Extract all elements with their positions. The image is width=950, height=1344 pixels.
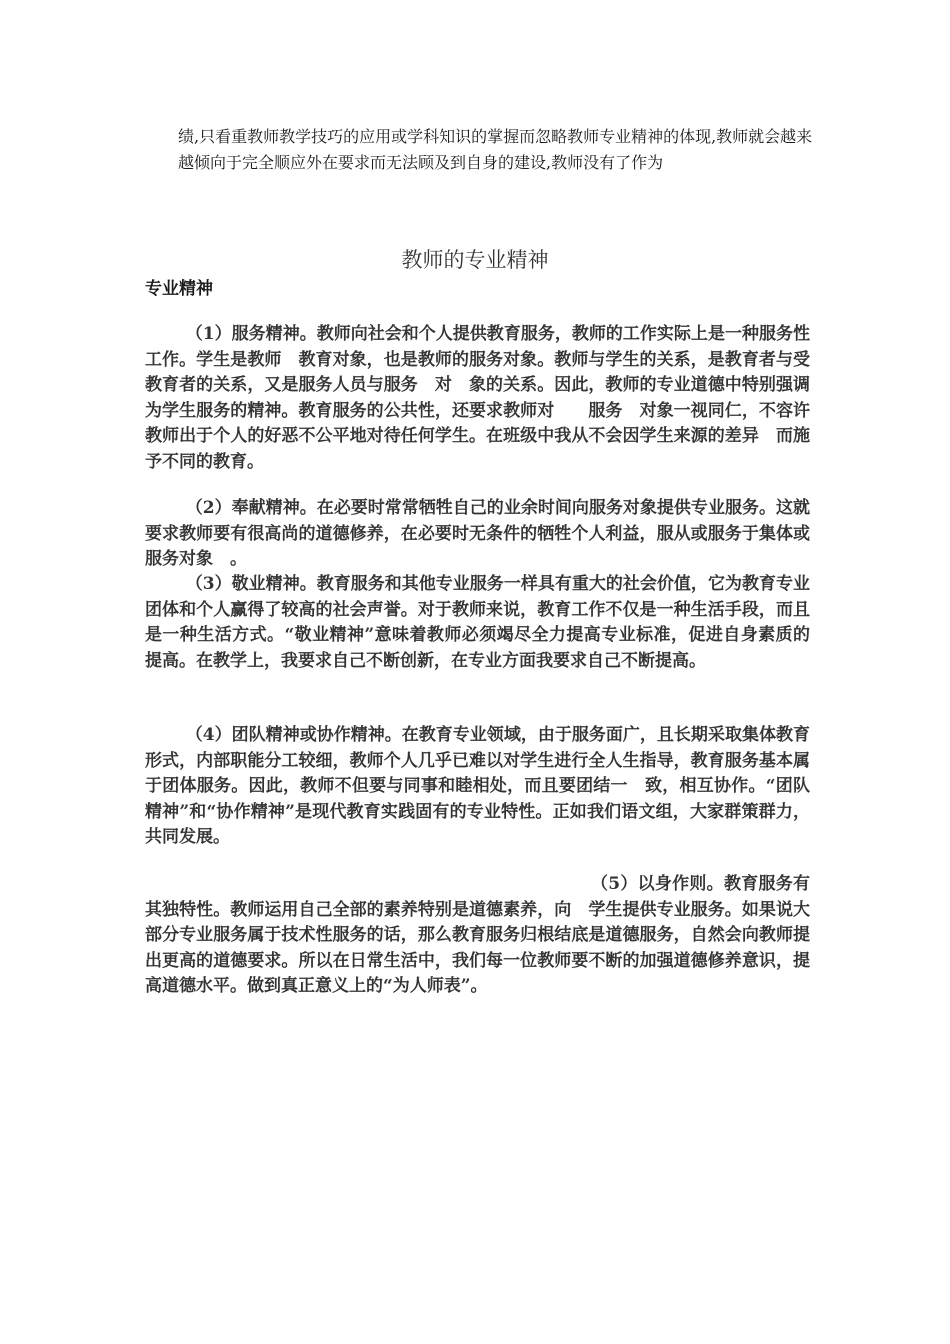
paragraph-team-spirit: （4）团队精神或协作精神。在教育专业领域，由于服务面广，且长期采取集体教育形式，内部职能分工较细，教师个人几乎已难以对学生进行全人生指导，教育服务基本属于团体服务。因此，教师不但要与同事和睦相处，而且要团结一 致，相互协作。“团队精神”和“协作精神”是现代教育实践固有的专业特性。正如我们语文组，大家群策群力，共同发展。 (145, 725, 810, 847)
paragraph-service-spirit: （1）服务精神。教师向社会和个人提供教育服务，教师的工作实际上是一种服务性工作。学生是教师 教育对象，也是教师的服务对象。教师与学生的关系，是教育者与受教育者的关系，又是服务人员与服务 对 象的关系。因此，教师的专业道德中特别强调为学生服务的精神。教育服务的公共性，还要求教师对 服务 对象一视同仁，不容许教师出于个人的好恶不公平地对待任何学生。在班级中我从不会因学生来源的差异 而施予不同的教育。 (145, 324, 810, 472)
paragraph-dedication-spirit: （2）奉献精神。在必要时常常牺牲自己的业余时间向服务对象提供专业服务。这就要求教师要有很高尚的道德修养，在必要时无条件的牺牲个人利益，服从或服务于集体或服务对象 。 (145, 498, 810, 569)
section-heading: 专业精神 (145, 279, 213, 299)
paragraph-professional-spirit: （3）敬业精神。教育服务和其他专业服务一样具有重大的社会价值，它为教育专业团体和个人赢得了较高的社会声誉。对于教师来说，教育工作不仅是一种生活手段，而且是一种生活方式。“敬业精神”意味着教师必须竭尽全力提高专业标准，促进自身素质的提高。在教学上，我要求自己不断创新，在专业方面我要求自己不断提高。 (145, 574, 810, 671)
page-title: 教师的专业精神 (401, 248, 549, 272)
intro-paragraph: 绩,只看重教师教学技巧的应用或学科知识的掌握而忽略教师专业精神的体现,教师就会越来越倾向于完全顺应外在要求而无法顾及到自身的建设,教师没有了作为 (178, 127, 813, 172)
paragraph-lead-by-example: （5）以身作则。教育服务有其独特性。教师运用自己全部的素养特别是道德素养，向 学生提供专业服务。如果说大部分专业服务属于技术性服务的话，那么教育服务归根结底是道德服务，自然会向教师提出更高的道德要求。所以在日常生活中，我们每一位教师要不断的加强道德修养意识，提高道德水平。做到真正意义上的“为人师表”。 (145, 874, 810, 996)
